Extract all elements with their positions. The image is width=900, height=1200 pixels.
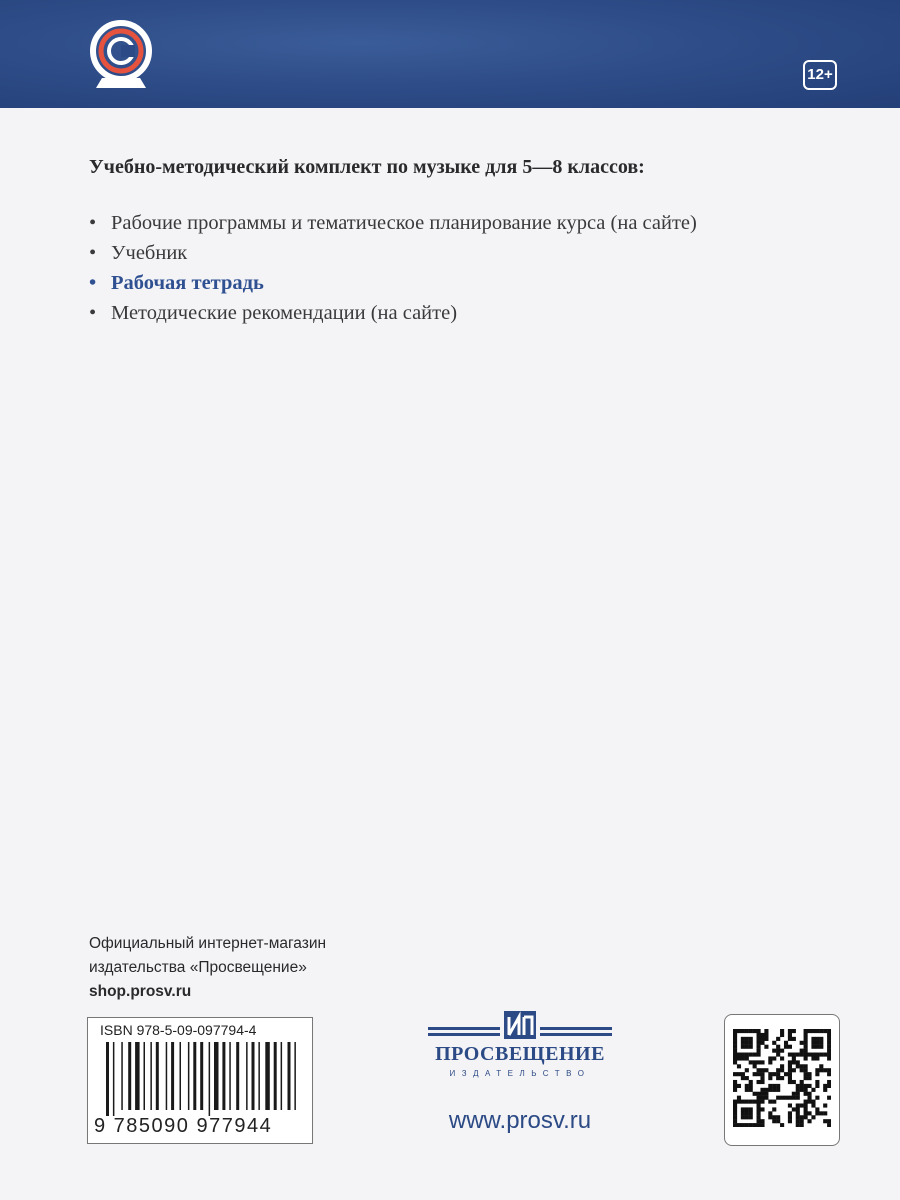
kit-heading: Учебно-методический комплект по музыке для 5—8 классов: <box>89 156 645 178</box>
kit-item-textbook <box>89 238 697 268</box>
kit-item-label: Учебник <box>111 242 188 264</box>
shop-line-2: издательства «Просвещение» <box>89 959 307 976</box>
barcode-digits: 9 785090 977944 <box>94 1115 273 1137</box>
isbn-barcode <box>87 1017 313 1144</box>
age-rating-badge: 12+ <box>803 60 837 90</box>
kit-item-workbook <box>89 268 697 298</box>
publisher-name: ПРОСВЕЩЕНИЕ <box>435 1043 605 1065</box>
kit-item-programs <box>89 208 697 238</box>
kit-item-label: Рабочие программы и тематическое планирование курса (на сайте) <box>111 212 697 234</box>
publisher-emblem-icon <box>420 1003 620 1043</box>
bullet: • <box>89 272 97 294</box>
bullet: • <box>89 242 97 264</box>
publisher-logo-icon <box>88 18 154 90</box>
kit-item-label: Методические рекомендации (на сайте) <box>111 302 458 324</box>
bullet: • <box>89 302 97 324</box>
shop-info <box>89 932 326 1004</box>
qr-code[interactable] <box>724 1014 840 1146</box>
shop-url[interactable]: shop.prosv.ru <box>89 983 192 1000</box>
shop-line-1: Официальный интернет-магазин <box>89 935 327 952</box>
kit-item-guidelines <box>89 298 697 328</box>
kit-item-label: Рабочая тетрадь <box>111 272 264 294</box>
bullet: • <box>89 212 97 234</box>
qr-code-icon <box>733 1029 831 1127</box>
barcode-bars-icon <box>106 1042 296 1116</box>
kit-list <box>89 208 697 328</box>
publisher-block <box>420 1003 620 1143</box>
isbn-number: ISBN 978-5-09-097794-4 <box>100 1022 257 1038</box>
header-band <box>0 0 900 108</box>
publisher-url[interactable]: www.prosv.ru <box>448 1107 592 1134</box>
publisher-subtitle: ИЗДАТЕЛЬСТВО <box>449 1069 591 1078</box>
